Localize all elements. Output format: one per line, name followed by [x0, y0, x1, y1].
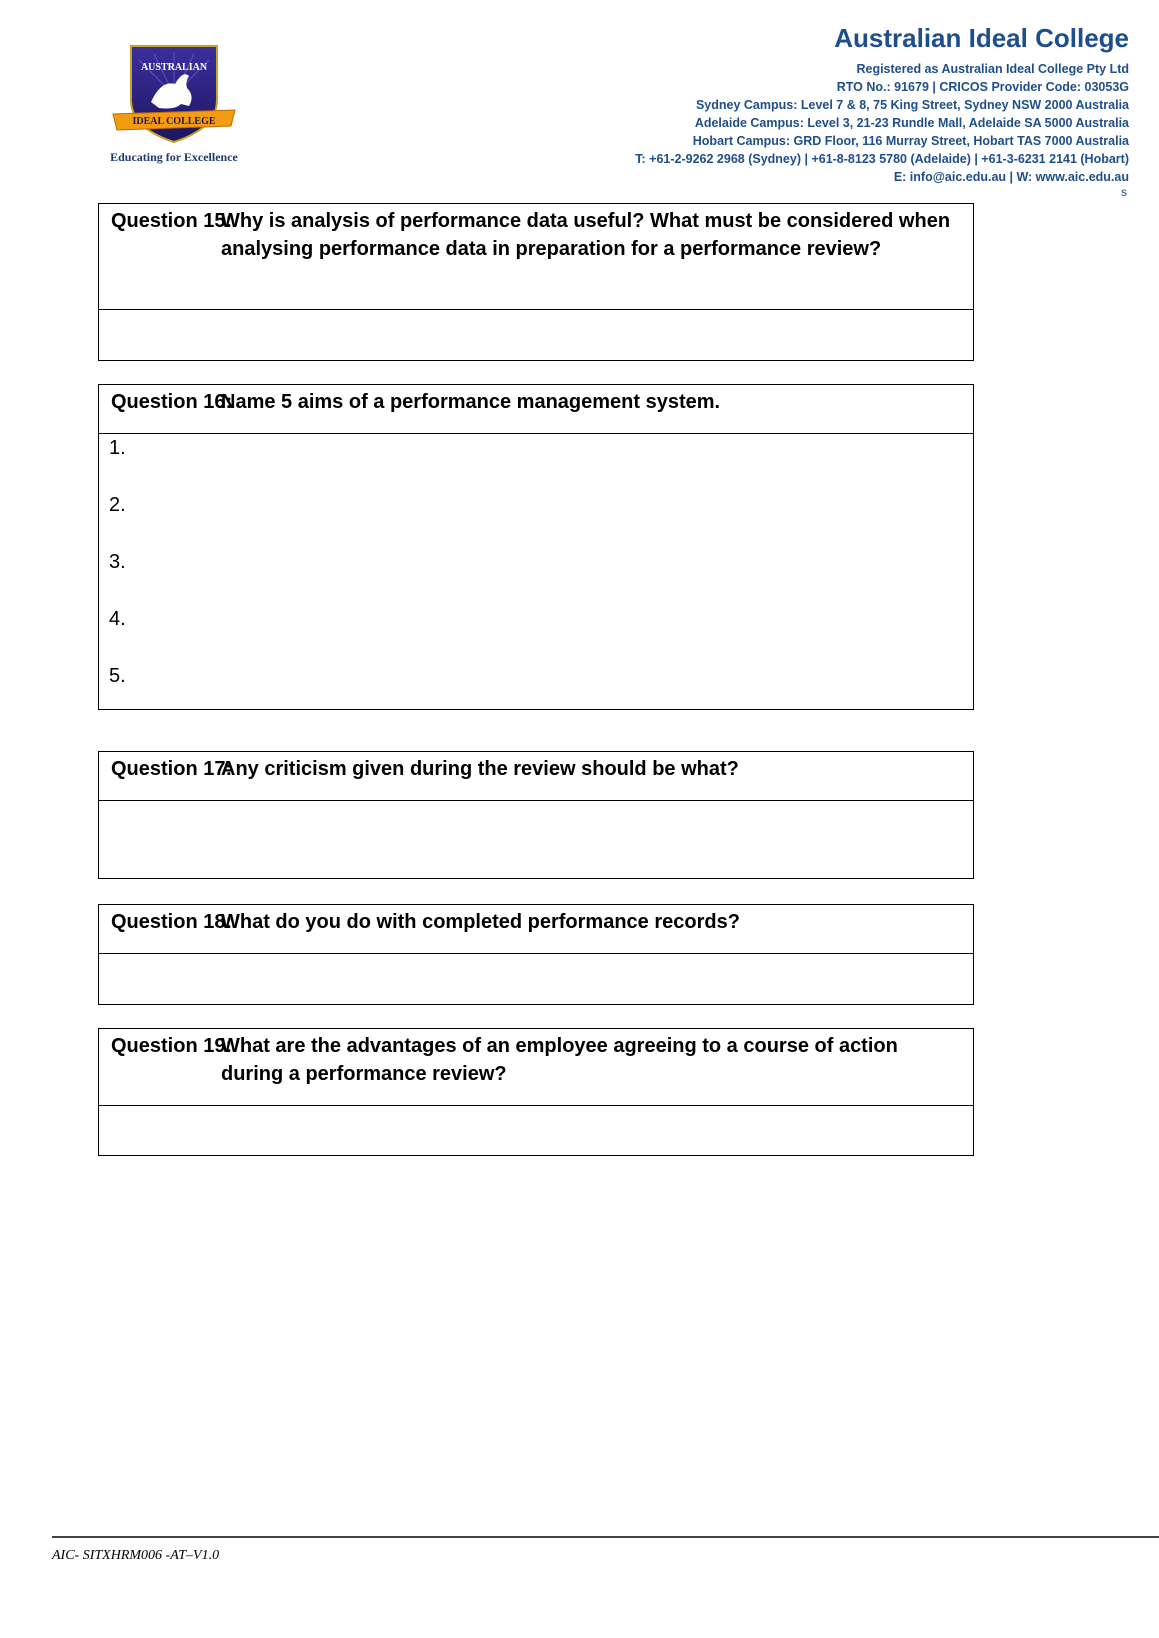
- footer-document-code: AIC- SITXHRM006 -AT–V1.0: [52, 1548, 220, 1563]
- college-header: [635, 20, 1129, 196]
- question-text: Name 5 aims of a performance management system.: [221, 391, 721, 413]
- college-name: Australian Ideal College: [834, 23, 1129, 53]
- list-item: 3.: [109, 551, 126, 573]
- question-number: Question 16:: [111, 391, 233, 413]
- question-16-box: [98, 384, 974, 710]
- question-text: What do you do with completed performance records?: [221, 911, 740, 933]
- question-text: Any criticism given during the review should be what?: [221, 758, 739, 780]
- list-item: 2.: [109, 494, 126, 516]
- sydney-campus-line: Sydney Campus: Level 7 & 8, 75 King Street, Sydney NSW 2000 Australia: [695, 98, 1129, 112]
- question-19-answer[interactable]: [99, 1106, 973, 1155]
- question-number: Question 15:: [111, 210, 233, 232]
- question-18-header: [99, 905, 973, 954]
- rto-line: RTO No.: 91679 | CRICOS Provider Code: 03053G: [836, 80, 1129, 94]
- question-16-header: [99, 385, 973, 434]
- question-number: Question 17:: [111, 758, 233, 780]
- question-18-box: [98, 904, 974, 1005]
- contact-line: E: info@aic.edu.au | W: www.aic.edu.au: [893, 170, 1129, 184]
- stray-character: s: [1121, 186, 1127, 196]
- hobart-campus-line: Hobart Campus: GRD Floor, 116 Murray Street, Hobart TAS 7000 Australia: [692, 134, 1129, 148]
- footer-divider: [52, 1536, 1159, 1538]
- registration-line: Registered as Australian Ideal College Pty Ltd: [856, 62, 1129, 76]
- question-19-header: [99, 1029, 973, 1106]
- question-text: What are the advantages of an employee agreeing to a course of action during a performance review?: [221, 1035, 898, 1085]
- question-text: Why is analysis of performance data useful? What must be considered when analysing performance data in preparation for a performance review?: [221, 210, 951, 260]
- adelaide-campus-line: Adelaide Campus: Level 3, 21-23 Rundle Mall, Adelaide SA 5000 Australia: [694, 116, 1129, 130]
- question-19-box: [98, 1028, 974, 1156]
- question-16-answer[interactable]: [99, 434, 973, 709]
- logo-text-top: AUSTRALIAN: [140, 62, 208, 73]
- list-item: 1.: [109, 437, 126, 459]
- list-item: 4.: [109, 608, 126, 630]
- logo-ribbon-text: IDEAL COLLEGE: [132, 116, 216, 127]
- question-number: Question 19:: [111, 1035, 233, 1057]
- question-17-header: [99, 752, 973, 801]
- question-18-answer[interactable]: [99, 954, 973, 1004]
- question-15-header: [99, 204, 973, 310]
- question-17-answer[interactable]: [99, 801, 973, 878]
- phone-line: T: +61-2-9262 2968 (Sydney) | +61-8-8123 5780 (Adelaide) | +61-3-6231 2141 (Hobart): [635, 152, 1129, 166]
- list-item: 5.: [109, 665, 126, 687]
- college-crest-icon: [109, 40, 239, 146]
- question-number: Question 18:: [111, 911, 233, 933]
- college-logo: [100, 40, 248, 165]
- question-15-answer[interactable]: [99, 310, 973, 360]
- question-17-box: [98, 751, 974, 879]
- tagline: Educating for Excellence: [110, 150, 238, 164]
- question-15-box: [98, 203, 974, 361]
